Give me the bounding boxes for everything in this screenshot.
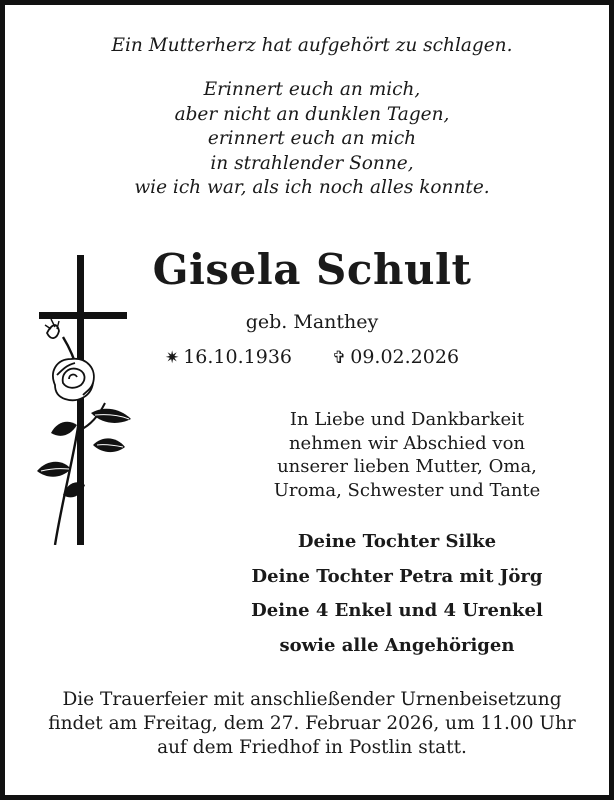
poem-line: wie ich war, als ich noch alles konnte. <box>134 177 490 198</box>
mourner-line: Deine Tochter Petra mit Jörg <box>251 565 543 587</box>
birth-star-icon: ✷ <box>164 348 180 368</box>
poem-line: in strahlender Sonne, <box>210 152 414 174</box>
service-line: findet am Freitag, dem 27. Februar 2026, um 11.00 Uhr <box>48 713 576 734</box>
farewell-line: Uroma, Schwester und Tante <box>273 479 541 501</box>
service-line: auf dem Friedhof in Postlin statt. <box>157 737 467 758</box>
farewell-line: In Liebe und Dankbarkeit <box>289 409 525 430</box>
birth-date: 16.10.1936 <box>183 346 292 368</box>
death-date: 09.02.2026 <box>350 346 460 368</box>
poem-line: erinnert euch an mich <box>207 128 417 149</box>
mourner-line: Deine 4 Enkel und 4 Urenkel <box>251 600 543 621</box>
service-line: Die Trauerfeier mit anschließender Urnenbeisetzung <box>62 689 562 710</box>
farewell-line: unserer lieben Mutter, Oma, <box>277 456 537 477</box>
death-cross-icon: ✞ <box>332 348 347 368</box>
farewell-line: nehmen wir Abschied von <box>288 432 526 454</box>
intro-line: Ein Mutterherz hat aufgehört zu schlagen. <box>111 35 513 56</box>
mourner-line: sowie alle Angehörigen <box>279 634 515 656</box>
deceased-name: Gisela Schult <box>152 245 472 294</box>
mourner-line: Deine Tochter Silke <box>297 531 497 552</box>
mourners-list <box>90 525 614 663</box>
poem-line: Erinnert euch an mich, <box>203 79 421 100</box>
maiden-name: geb. Manthey <box>245 311 379 333</box>
farewell-text <box>100 408 614 502</box>
poem <box>5 78 614 201</box>
funeral-service-info <box>5 688 614 760</box>
poem-line: aber nicht an dunklen Tagen, <box>174 103 450 125</box>
life-dates <box>5 346 614 368</box>
